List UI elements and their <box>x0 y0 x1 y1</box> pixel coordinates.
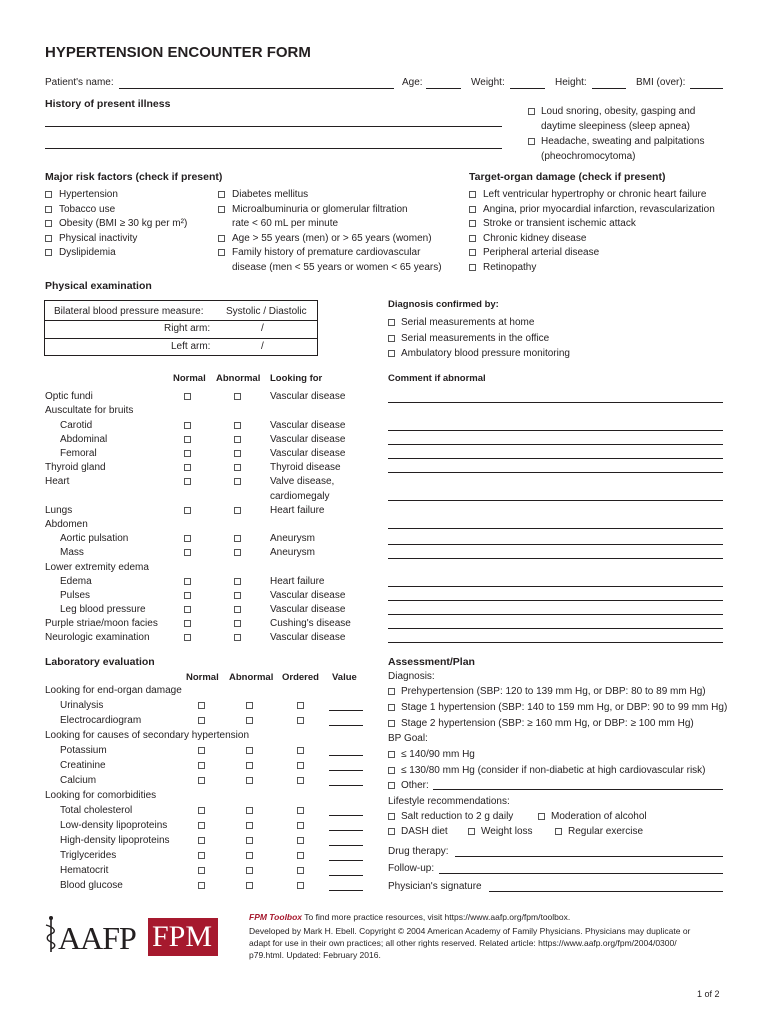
exam-abnormal-checkbox[interactable] <box>234 634 241 641</box>
risk-checkbox[interactable] <box>45 235 52 242</box>
lab-ordered-checkbox[interactable] <box>297 777 304 784</box>
lab-abnormal-checkbox[interactable] <box>246 852 253 859</box>
risk-factor-label: Family history of premature cardiovascular <box>232 247 421 258</box>
lab-row-label: Potassium <box>60 745 107 756</box>
lab-abnormal-checkbox[interactable] <box>246 837 253 844</box>
lab-abnormal-checkbox[interactable] <box>246 882 253 889</box>
credit-line-2: adapt for use in their own practices; all other rights reserved. Related article: https://www.aafp.org/fpm/2004/0300/ <box>249 938 677 948</box>
risk-factor-label: Dyslipidemia <box>59 247 116 258</box>
credit-line-1: Developed by Mark H. Ebell. Copyright © 2004 American Academy of Family Physicians. Physicians may duplicate or <box>249 926 691 936</box>
exam-col-normal: Normal <box>173 373 206 384</box>
comment-line[interactable] <box>388 458 723 459</box>
target-checkbox[interactable] <box>469 235 476 242</box>
bp-goal-checkbox[interactable] <box>388 782 395 789</box>
exam-normal-checkbox[interactable] <box>184 478 191 485</box>
exam-col-looking: Looking for <box>270 373 323 384</box>
patient-name-label: Patient's name: <box>45 77 114 88</box>
lab-value-field[interactable] <box>329 875 363 876</box>
exam-row-label: Heart <box>45 476 70 487</box>
exam-normal-checkbox[interactable] <box>184 620 191 627</box>
exam-abnormal-checkbox[interactable] <box>234 450 241 457</box>
exam-row-label: Neurologic examination <box>45 632 150 643</box>
lab-row-label: Urinalysis <box>60 700 104 711</box>
target-checkbox[interactable] <box>469 206 476 213</box>
lab-abnormal-checkbox[interactable] <box>246 762 253 769</box>
risk-checkbox[interactable] <box>45 206 52 213</box>
lab-value-field[interactable] <box>329 845 363 846</box>
exam-looking-for: Vascular disease <box>270 448 346 459</box>
risk-checkbox[interactable] <box>45 220 52 227</box>
comment-line[interactable] <box>388 586 723 587</box>
lab-row-label: Looking for end-organ damage <box>45 685 182 696</box>
lab-value-field[interactable] <box>329 755 363 756</box>
comment-line[interactable] <box>388 472 723 473</box>
lab-abnormal-checkbox[interactable] <box>246 822 253 829</box>
lab-heading: Laboratory evaluation <box>45 656 155 668</box>
bp-goal-option: ≤ 130/80 mm Hg (consider if non-diabetic at high cardiovascular risk) <box>401 764 706 776</box>
diag-confirmed-label: Ambulatory blood pressure monitoring <box>401 348 570 359</box>
lifestyle-checkbox[interactable] <box>468 828 475 835</box>
exam-heading: Physical examination <box>45 280 152 292</box>
lab-abnormal-checkbox[interactable] <box>246 717 253 724</box>
history-line-2[interactable] <box>45 148 502 149</box>
exam-row-label: Lower extremity edema <box>45 562 149 573</box>
lab-value-field[interactable] <box>329 710 363 711</box>
lab-value-field[interactable] <box>329 725 363 726</box>
lab-row-label: Total cholesterol <box>60 805 133 816</box>
lab-abnormal-checkbox[interactable] <box>246 747 253 754</box>
risk-checkbox[interactable] <box>218 249 225 256</box>
exam-abnormal-checkbox[interactable] <box>234 436 241 443</box>
bp-goal-checkbox[interactable] <box>388 767 395 774</box>
bp-col-label: Systolic / Diastolic <box>226 306 307 317</box>
signature-label: Physician's signature <box>388 881 482 892</box>
bp-goal-option: ≤ 140/90 mm Hg <box>401 749 475 760</box>
exam-normal-checkbox[interactable] <box>184 450 191 457</box>
lab-value-field[interactable] <box>329 890 363 891</box>
drug-field[interactable] <box>455 856 723 857</box>
exam-normal-checkbox[interactable] <box>184 634 191 641</box>
toolbox-text: To find more practice resources, visit https://www.aafp.org/fpm/toolbox. <box>302 912 571 922</box>
exam-abnormal-checkbox[interactable] <box>234 606 241 613</box>
lifestyle-option: Salt reduction to 2 g daily <box>401 811 514 822</box>
history-checkbox[interactable] <box>528 108 535 115</box>
bmi-field[interactable] <box>690 88 723 89</box>
weight-field[interactable] <box>510 88 545 89</box>
exam-row-label: Lungs <box>45 505 73 516</box>
signature-field[interactable] <box>489 891 723 892</box>
diag-confirmed-checkbox[interactable] <box>388 350 395 357</box>
history-check-label: (pheochromocytoma) <box>541 151 636 162</box>
target-heading: Target-organ damage (check if present) <box>469 171 666 183</box>
fpm-text: FPM <box>152 920 213 953</box>
lab-ordered-checkbox[interactable] <box>297 837 304 844</box>
exam-row-label: Leg blood pressure <box>60 604 146 615</box>
toolbox-brand: FPM Toolbox <box>249 912 303 922</box>
left-arm-slash[interactable]: / <box>261 341 264 352</box>
target-organ-label: Peripheral arterial disease <box>483 247 600 258</box>
diagnosis-label: Diagnosis: <box>388 671 435 682</box>
exam-abnormal-checkbox[interactable] <box>234 578 241 585</box>
risk-factor-label: Physical inactivity <box>59 232 138 244</box>
history-line-1[interactable] <box>45 126 502 127</box>
risk-factor-label: Microalbuminuria or glomerular filtration <box>232 203 408 215</box>
lab-normal-checkbox[interactable] <box>198 747 205 754</box>
risk-factor-label: disease (men < 55 years or women < 65 years) <box>232 261 442 273</box>
diag-confirmed-label: Serial measurements in the office <box>401 332 550 344</box>
target-checkbox[interactable] <box>469 249 476 256</box>
lab-col-ordered: Ordered <box>282 672 319 683</box>
history-check-label: Loud snoring, obesity, gasping and <box>541 106 696 117</box>
lab-abnormal-checkbox[interactable] <box>246 867 253 874</box>
page-number: 1 of 2 <box>697 989 720 999</box>
right-arm-slash[interactable]: / <box>261 323 264 334</box>
exam-col-comment: Comment if abnormal <box>388 373 486 384</box>
lab-ordered-checkbox[interactable] <box>297 762 304 769</box>
exam-abnormal-checkbox[interactable] <box>234 422 241 429</box>
diag-confirmed-checkbox[interactable] <box>388 335 395 342</box>
risk-heading: Major risk factors (check if present) <box>45 171 223 183</box>
comment-line[interactable] <box>388 558 723 559</box>
credit-line-3: p79.html. Updated: February 2016. <box>249 950 381 960</box>
exam-abnormal-checkbox[interactable] <box>234 535 241 542</box>
exam-looking-for: Aneurysm <box>270 547 316 558</box>
exam-abnormal-checkbox[interactable] <box>234 620 241 627</box>
diagnosis-checkbox[interactable] <box>388 688 395 695</box>
lifestyle-checkbox[interactable] <box>538 813 545 820</box>
lab-normal-checkbox[interactable] <box>198 762 205 769</box>
followup-field[interactable] <box>439 873 723 874</box>
exam-row-label: Aortic pulsation <box>60 533 129 544</box>
target-organ-label: Left ventricular hypertrophy or chronic heart failure <box>483 189 707 200</box>
lab-row-label: Blood glucose <box>60 880 123 891</box>
lab-ordered-checkbox[interactable] <box>297 702 304 709</box>
lab-ordered-checkbox[interactable] <box>297 882 304 889</box>
exam-normal-checkbox[interactable] <box>184 549 191 556</box>
exam-row-label: Purple striae/moon facies <box>45 618 158 629</box>
exam-abnormal-checkbox[interactable] <box>234 478 241 485</box>
diag-confirmed-checkbox[interactable] <box>388 319 395 326</box>
drug-label: Drug therapy: <box>388 846 449 857</box>
exam-row-label: Abdomen <box>45 519 88 530</box>
lab-abnormal-checkbox[interactable] <box>246 777 253 784</box>
target-organ-label: Stroke or transient ischemic attack <box>483 218 636 229</box>
lab-row-label: Triglycerides <box>60 850 117 861</box>
followup-label: Follow-up: <box>388 863 435 874</box>
lab-value-field[interactable] <box>329 830 363 831</box>
bp-goal-label: BP Goal: <box>388 733 428 744</box>
page-title: HYPERTENSION ENCOUNTER FORM <box>45 44 311 61</box>
risk-checkbox[interactable] <box>218 191 225 198</box>
target-organ-label: Retinopathy <box>483 261 537 273</box>
exam-looking-for: Vascular disease <box>270 604 346 615</box>
comment-line[interactable] <box>388 430 723 431</box>
exam-row-label: Femoral <box>60 448 97 459</box>
lab-normal-checkbox[interactable] <box>198 777 205 784</box>
target-checkbox[interactable] <box>469 264 476 271</box>
comment-line[interactable] <box>388 528 723 529</box>
left-arm-label: Left arm: <box>171 341 211 352</box>
exam-row-label: Carotid <box>60 420 93 431</box>
exam-looking-for: Cushing's disease <box>270 618 351 629</box>
exam-normal-checkbox[interactable] <box>184 393 191 400</box>
risk-factor-label: Diabetes mellitus <box>232 189 309 200</box>
lab-ordered-checkbox[interactable] <box>297 822 304 829</box>
assessment-heading: Assessment/Plan <box>388 656 475 668</box>
lab-row-label: Calcium <box>60 775 97 786</box>
exam-abnormal-checkbox[interactable] <box>234 592 241 599</box>
diag-confirmed-heading: Diagnosis confirmed by: <box>388 299 499 310</box>
risk-checkbox[interactable] <box>218 206 225 213</box>
lab-ordered-checkbox[interactable] <box>297 747 304 754</box>
lab-normal-checkbox[interactable] <box>198 882 205 889</box>
lifestyle-checkbox[interactable] <box>388 828 395 835</box>
exam-col-abnormal: Abnormal <box>216 373 261 384</box>
lifestyle-option: DASH diet <box>401 826 448 837</box>
exam-looking-for: Vascular disease <box>270 434 346 445</box>
lab-row-label: Looking for comorbidities <box>45 790 157 801</box>
target-checkbox[interactable] <box>469 220 476 227</box>
lab-value-field[interactable] <box>329 770 363 771</box>
exam-row-label: Thyroid gland <box>45 462 106 473</box>
other-goal-field[interactable] <box>433 789 723 790</box>
lab-row-label: High-density lipoproteins <box>60 835 170 846</box>
diag-confirmed-label: Serial measurements at home <box>401 317 535 328</box>
exam-looking-for: Aneurysm <box>270 533 316 544</box>
height-field[interactable] <box>592 88 626 89</box>
risk-checkbox[interactable] <box>45 249 52 256</box>
lab-ordered-checkbox[interactable] <box>297 807 304 814</box>
lab-row-label: Hematocrit <box>60 865 109 876</box>
lab-row-label: Looking for causes of secondary hypertension <box>45 730 250 741</box>
exam-normal-checkbox[interactable] <box>184 422 191 429</box>
lab-ordered-checkbox[interactable] <box>297 717 304 724</box>
comment-line[interactable] <box>388 500 723 501</box>
bp-goal-checkbox[interactable] <box>388 751 395 758</box>
lab-normal-checkbox[interactable] <box>198 852 205 859</box>
exam-looking-for: Heart failure <box>270 576 325 587</box>
lab-col-value: Value <box>332 672 357 683</box>
lifestyle-option: Weight loss <box>481 826 533 837</box>
age-label: Age: <box>402 77 423 88</box>
lab-normal-checkbox[interactable] <box>198 807 205 814</box>
comment-line[interactable] <box>388 444 723 445</box>
exam-normal-checkbox[interactable] <box>184 535 191 542</box>
exam-looking-for: Vascular disease <box>270 391 346 402</box>
right-arm-label: Right arm: <box>164 323 211 334</box>
weight-label: Weight: <box>471 77 505 88</box>
comment-line[interactable] <box>388 642 723 643</box>
exam-looking-for: cardiomegaly <box>270 490 330 502</box>
bp-label: Bilateral blood pressure measure: <box>54 306 204 317</box>
lab-row-label: Creatinine <box>60 760 106 771</box>
lab-normal-checkbox[interactable] <box>198 717 205 724</box>
lab-value-field[interactable] <box>329 860 363 861</box>
exam-looking-for: Heart failure <box>270 505 325 516</box>
comment-line[interactable] <box>388 614 723 615</box>
lab-row-label: Electrocardiogram <box>60 715 142 726</box>
exam-abnormal-checkbox[interactable] <box>234 464 241 471</box>
comment-line[interactable] <box>388 544 723 545</box>
comment-line[interactable] <box>388 402 723 403</box>
lab-col-normal: Normal <box>186 672 219 683</box>
risk-checkbox[interactable] <box>45 191 52 198</box>
exam-looking-for: Valve disease, <box>270 476 335 487</box>
risk-factor-label: Hypertension <box>59 189 118 200</box>
diagnosis-option: Prehypertension (SBP: 120 to 139 mm Hg, or DBP: 80 to 89 mm Hg) <box>401 686 706 697</box>
lab-normal-checkbox[interactable] <box>198 867 205 874</box>
history-check-label: Headache, sweating and palpitations <box>541 136 705 147</box>
exam-row-label: Pulses <box>60 590 91 601</box>
lab-row-label: Low-density lipoproteins <box>60 820 168 831</box>
risk-checkbox[interactable] <box>218 235 225 242</box>
lab-col-abnormal: Abnormal <box>229 672 274 683</box>
history-heading: History of present illness <box>45 98 171 110</box>
caduceus-icon <box>44 915 58 953</box>
patient-name-field[interactable] <box>119 88 394 89</box>
diagnosis-option: Stage 1 hypertension (SBP: 140 to 159 mm Hg, or DBP: 90 to 99 mm Hg) <box>401 702 728 713</box>
aafp-text: AAFP <box>58 920 136 956</box>
lab-abnormal-checkbox[interactable] <box>246 807 253 814</box>
lifestyle-checkbox[interactable] <box>555 828 562 835</box>
exam-normal-checkbox[interactable] <box>184 507 191 514</box>
history-checkbox[interactable] <box>528 138 535 145</box>
lab-abnormal-checkbox[interactable] <box>246 702 253 709</box>
exam-row-label: Mass <box>60 547 84 558</box>
comment-line[interactable] <box>388 628 723 629</box>
risk-factor-label: rate < 60 mL per minute <box>232 218 339 229</box>
bmi-label: BMI (over): <box>636 77 686 88</box>
exam-abnormal-checkbox[interactable] <box>234 507 241 514</box>
diagnosis-option: Stage 2 hypertension (SBP: ≥ 160 mm Hg, or DBP: ≥ 100 mm Hg) <box>401 718 694 729</box>
lab-normal-checkbox[interactable] <box>198 702 205 709</box>
lab-ordered-checkbox[interactable] <box>297 867 304 874</box>
diagnosis-checkbox[interactable] <box>388 704 395 711</box>
bp-table <box>44 300 318 356</box>
age-field[interactable] <box>426 88 461 89</box>
target-checkbox[interactable] <box>469 191 476 198</box>
risk-factor-label: Age > 55 years (men) or > 65 years (women) <box>232 232 432 244</box>
exam-normal-checkbox[interactable] <box>184 592 191 599</box>
exam-normal-checkbox[interactable] <box>184 464 191 471</box>
exam-row-label: Auscultate for bruits <box>45 405 134 416</box>
lifestyle-option: Moderation of alcohol <box>551 811 647 822</box>
lab-normal-checkbox[interactable] <box>198 837 205 844</box>
lab-ordered-checkbox[interactable] <box>297 852 304 859</box>
exam-row-label: Optic fundi <box>45 391 93 402</box>
exam-looking-for: Vascular disease <box>270 632 346 643</box>
exam-normal-checkbox[interactable] <box>184 606 191 613</box>
comment-line[interactable] <box>388 600 723 601</box>
height-label: Height: <box>555 77 587 88</box>
fpm-logo <box>148 918 218 956</box>
exam-abnormal-checkbox[interactable] <box>234 549 241 556</box>
exam-looking-for: Thyroid disease <box>270 462 341 473</box>
exam-row-label: Edema <box>60 576 92 587</box>
lab-value-field[interactable] <box>329 785 363 786</box>
lab-normal-checkbox[interactable] <box>198 822 205 829</box>
exam-looking-for: Vascular disease <box>270 590 346 601</box>
lifestyle-checkbox[interactable] <box>388 813 395 820</box>
risk-factor-label: Tobacco use <box>59 203 116 215</box>
lab-value-field[interactable] <box>329 815 363 816</box>
exam-looking-for: Vascular disease <box>270 420 346 431</box>
bp-goal-option: Other: <box>401 780 429 791</box>
lifestyle-option: Regular exercise <box>568 826 644 837</box>
diagnosis-checkbox[interactable] <box>388 720 395 727</box>
history-check-label: daytime sleepiness (sleep apnea) <box>541 121 690 132</box>
aafp-logo <box>44 915 144 955</box>
exam-normal-checkbox[interactable] <box>184 436 191 443</box>
exam-normal-checkbox[interactable] <box>184 578 191 585</box>
toolbox-line <box>249 912 570 923</box>
lifestyle-label: Lifestyle recommendations: <box>388 796 510 807</box>
exam-row-label: Abdominal <box>60 434 108 445</box>
risk-factor-label: Obesity (BMI ≥ 30 kg per m²) <box>59 218 188 229</box>
exam-abnormal-checkbox[interactable] <box>234 393 241 400</box>
target-organ-label: Chronic kidney disease <box>483 232 587 244</box>
target-organ-label: Angina, prior myocardial infarction, revascularization <box>483 203 715 215</box>
